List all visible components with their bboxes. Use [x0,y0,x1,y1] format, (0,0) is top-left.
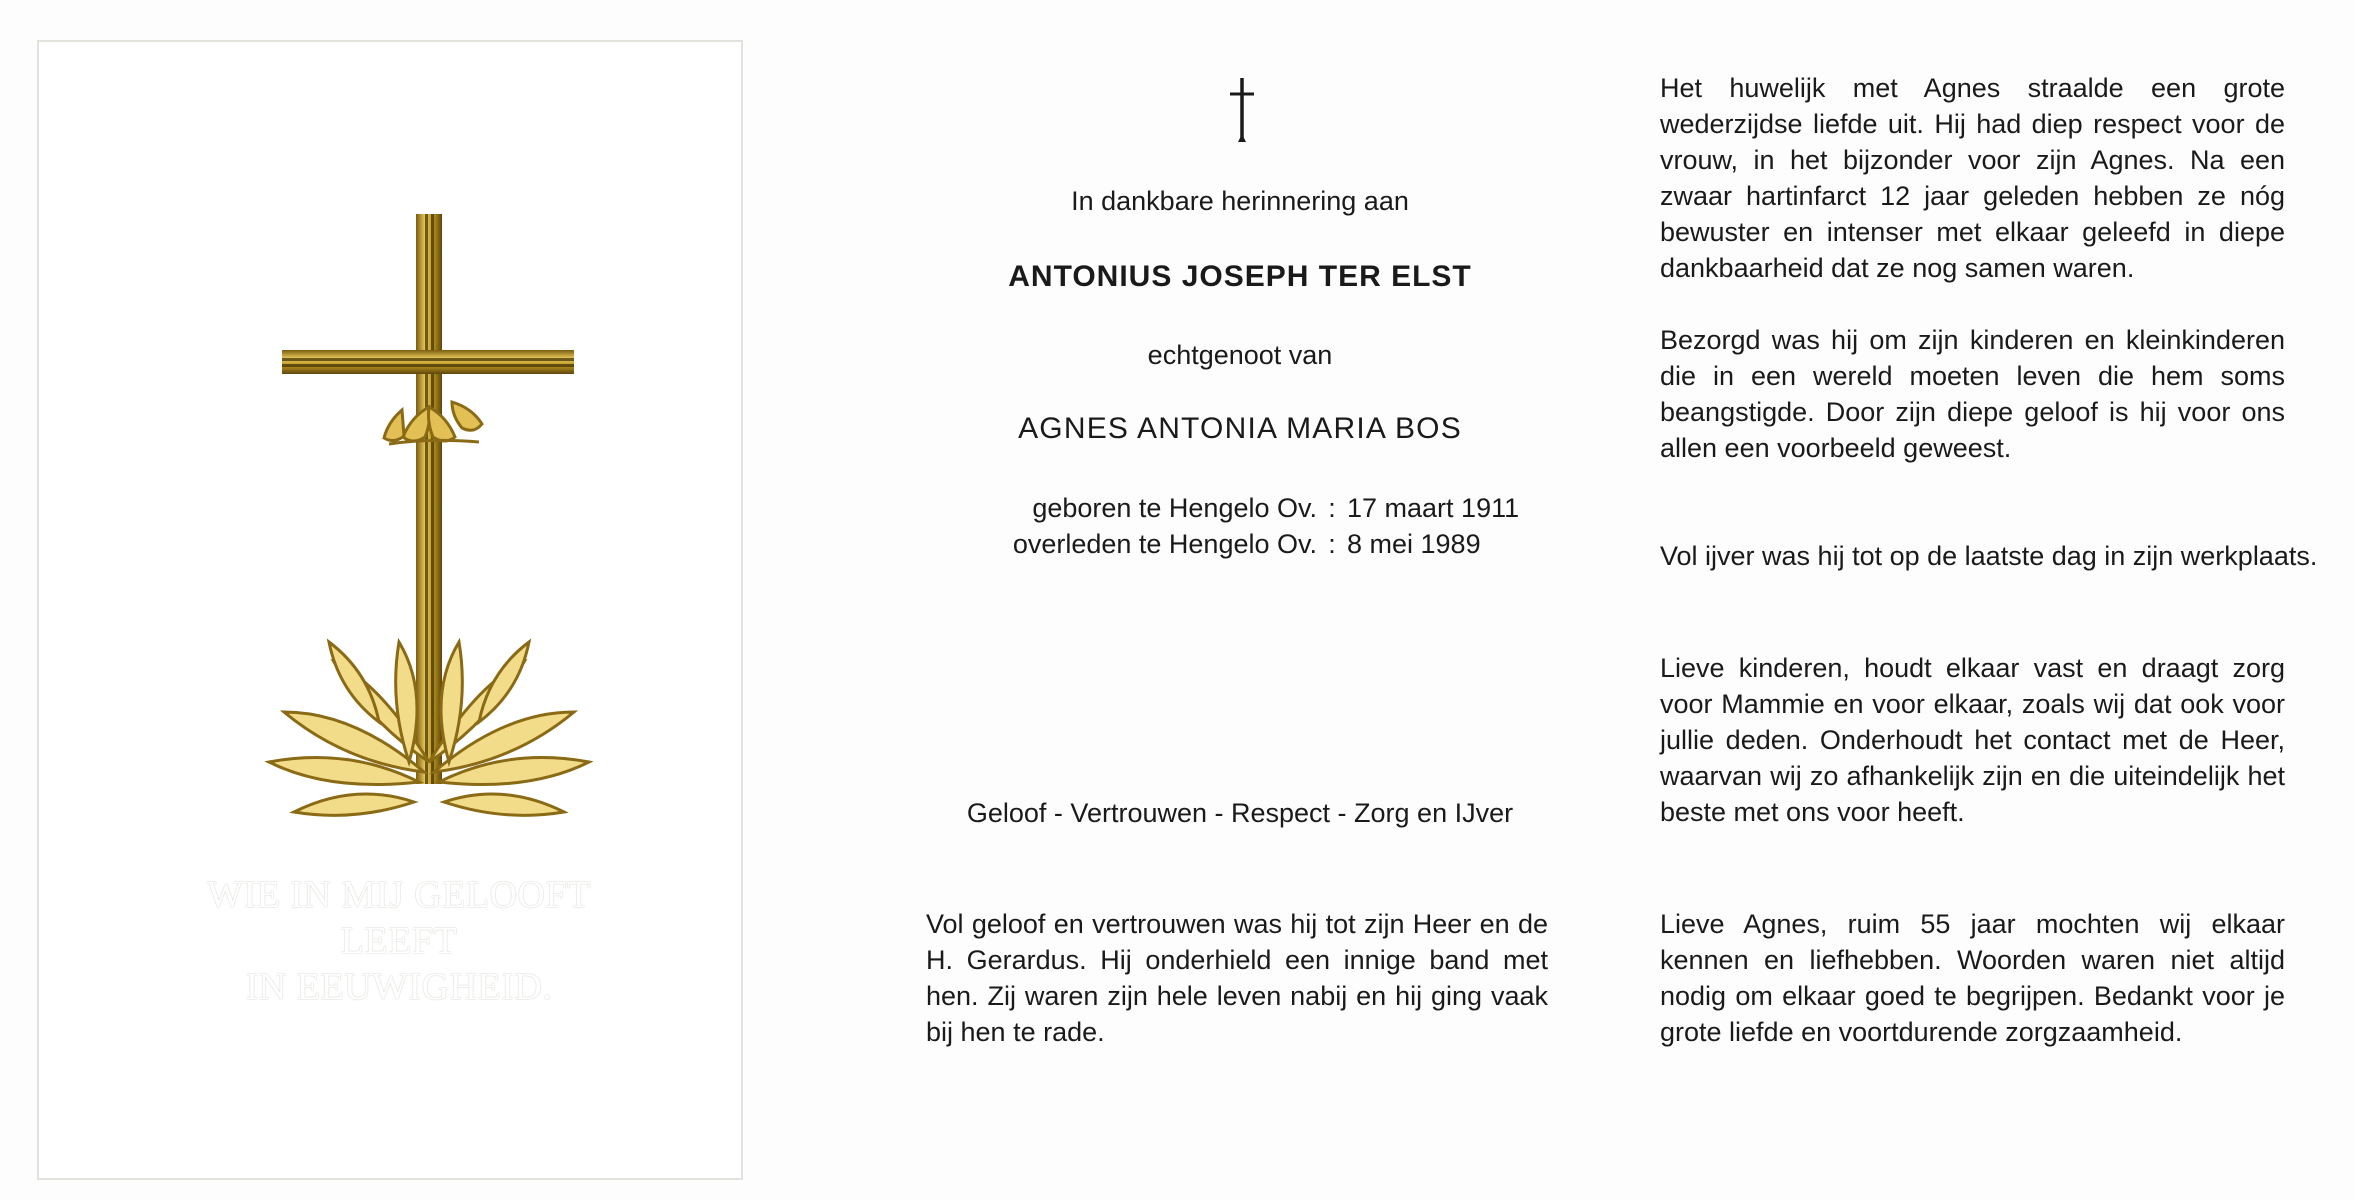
death-label: overleden te Hengelo Ov. [1012,529,1317,559]
birth-separator: : [1328,493,1336,523]
verse-text [149,872,649,1010]
children-paragraph: Bezorgd was hij om zijn kinderen en kleinkinderen die in een wereld moeten leven die hem soms beangstigde. Door zijn diepe geloof is hij voor ons allen een voorbeeld geweest. [1660,325,2285,463]
marriage-paragraph: Het huwelijk met Agnes straalde een grote wederzijdse liefde uit. Hij had diep respect voor de vrouw, in het bijzonder voor zijn Agnes. Na een zwaar hartinfarct 12 jaar geleden hebben ze nóg bewuster en intenser met elkaar geleefd in diepe dankbaarheid dat ze nog samen waren. [1660,73,2285,283]
birth-row [900,490,1580,526]
bell-flowers [384,402,482,444]
children-message-paragraph: Lieve kinderen, houdt elkaar vast en draagt zorg voor Mammie en voor elkaar, zoals wij dat ook voor jullie deden. Onderhoudt het contact met de Heer, waarvan wij zo afhankelijk zijn en die uiteindelijk het beste met ons voor heeft. [1660,653,2285,827]
middle-column [900,0,1600,1200]
motto: Geloof - Vertrouwen - Respect - Zorg en IJver [966,798,1514,828]
faith-paragraph: Vol geloof en vertrouwen was hij tot zijn Heer en de H. Gerardus. Hij onderhield een innige band met hen. Zij waren zijn hele leven nabij en hij ging vaak bij hen te rade. [926,909,1548,1047]
birth-date: 17 maart 1911 [1347,493,1520,523]
verse-line-1: WIE IN MIJ GELOOFT [207,874,591,916]
spouse-label: echtgenoot van [1147,340,1333,370]
small-cross-icon [1227,76,1257,144]
intro-text: In dankbare herinnering aan [1071,186,1409,216]
life-dates [900,490,1580,562]
verse-line-3: IN EEUWIGHEID. [245,966,553,1008]
memorial-card-front [37,40,743,1180]
deceased-name: ANTONIUS JOSEPH TER ELST [1008,260,1472,293]
gold-cross-icon [239,162,599,882]
workshop-paragraph: Vol ijver was hij tot op de laatste dag in zijn werkplaats. [1660,541,2318,571]
verse-line-2: LEEFT [340,920,458,962]
birth-label: geboren te Hengelo Ov. [1032,493,1317,523]
death-row [900,526,1580,562]
spouse-name: AGNES ANTONIA MARIA BOS [1018,412,1462,445]
death-date: 8 mei 1989 [1347,529,1481,559]
agnes-message-paragraph: Lieve Agnes, ruim 55 jaar mochten wij elkaar kennen en liefhebben. Woorden waren niet altijd nodig om elkaar goed te begrijpen. Bedankt voor je grote liefde en voortdurende zorgzaamheid. [1660,909,2285,1047]
death-separator: : [1328,529,1336,559]
